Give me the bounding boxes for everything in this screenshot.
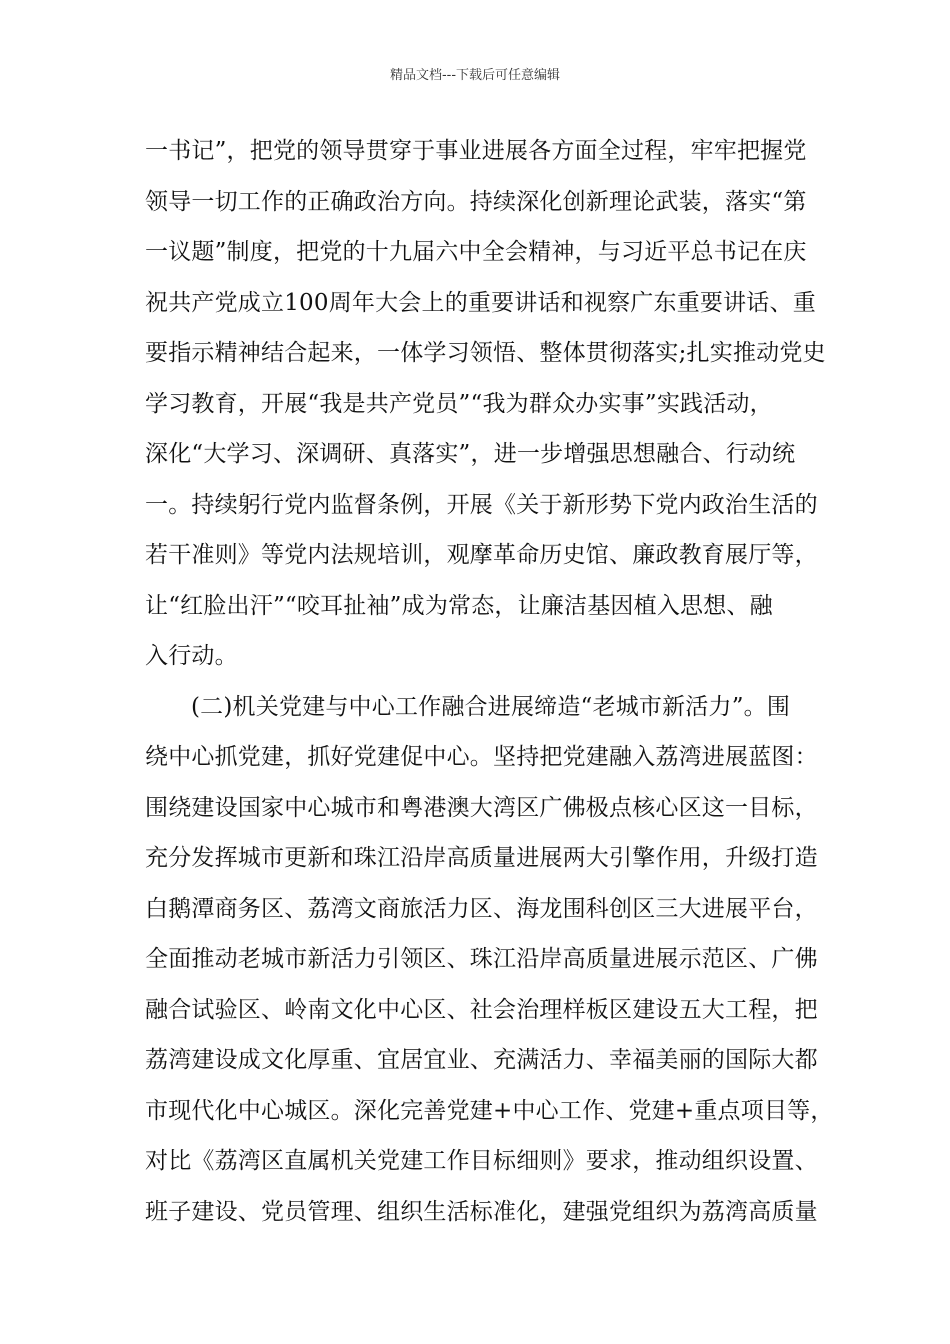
text-line: 入行动。 (145, 643, 238, 669)
text-line: 全面推动老城市新活力引领区、珠江沿岸高质量进展示范区、广佛 (145, 946, 818, 972)
text-line: 绕中心抓党建，抓好党建促中心。坚持把党建融入荔湾进展蓝图： (145, 744, 818, 770)
text-line: 一。持续躬行党内监督条例，开展《关于新形势下党内政治生活的 (145, 491, 818, 518)
text-line: 一议题”制度，把党的十九届六中全会精神，与习近平总书记在庆 (145, 239, 807, 265)
text-line: 充分发挥城市更新和珠江沿岸高质量进展两大引擎作用，升级打造 (145, 845, 818, 871)
document-body (145, 126, 834, 1237)
text-line: 让“红脸出汗”“咬耳扯袖”成为常态，让廉洁基因植入思想、融 (145, 592, 773, 619)
text-line: 白鹅潭商务区、荔湾文商旅活力区、海龙围科创区三大进展平台， (145, 895, 818, 922)
text-line: 融合试验区、岭南文化中心区、社会治理样板区建设五大工程，把 (145, 996, 818, 1023)
text-line: 围绕建设国家中心城市和粤港澳大湾区广佛极点核心区这一目标， (145, 794, 818, 821)
text-line: 市现代化中心城区。深化完善党建+中心工作、党建+重点项目等， (145, 1097, 834, 1124)
text-line: 班子建设、党员管理、组织生活标准化，建强党组织为荔湾高质量 (145, 1198, 818, 1225)
text-line: 若干准则》等党内法规培训，观摩革命历史馆、廉政教育展厅等， (145, 542, 818, 568)
page-header: 精品文档---下载后可任意编辑 (389, 68, 561, 83)
text-line: 领导一切工作的正确政治方向。持续深化创新理论武装，落实“第 (145, 188, 807, 215)
paragraph-start-line: (二)机关党建与中心工作融合进展缔造“老城市新活力”。围 (191, 693, 791, 720)
text-line: 一书记”，把党的领导贯穿于事业进展各方面全过程，牢牢把握党 (145, 138, 807, 164)
text-line: 对比《荔湾区直属机关党建工作目标细则》要求，推动组织设置、 (145, 1148, 818, 1174)
text-line: 深化“大学习、深调研、真落实”，进一步增强思想融合、行动统 (145, 441, 796, 467)
text-line: 学习教育，开展“我是共产党员”“我为群众办实事”实践活动， (145, 390, 773, 417)
text-line: 要指示精神结合起来，一体学习领悟、整体贯彻落实;扎实推动党史 (145, 340, 826, 366)
text-line: 祝共产党成立100周年大会上的重要讲话和视察广东重要讲话、重 (145, 289, 816, 316)
text-line: 荔湾建设成文化厚重、宜居宜业、充满活力、幸福美丽的国际大都 (145, 1047, 818, 1073)
